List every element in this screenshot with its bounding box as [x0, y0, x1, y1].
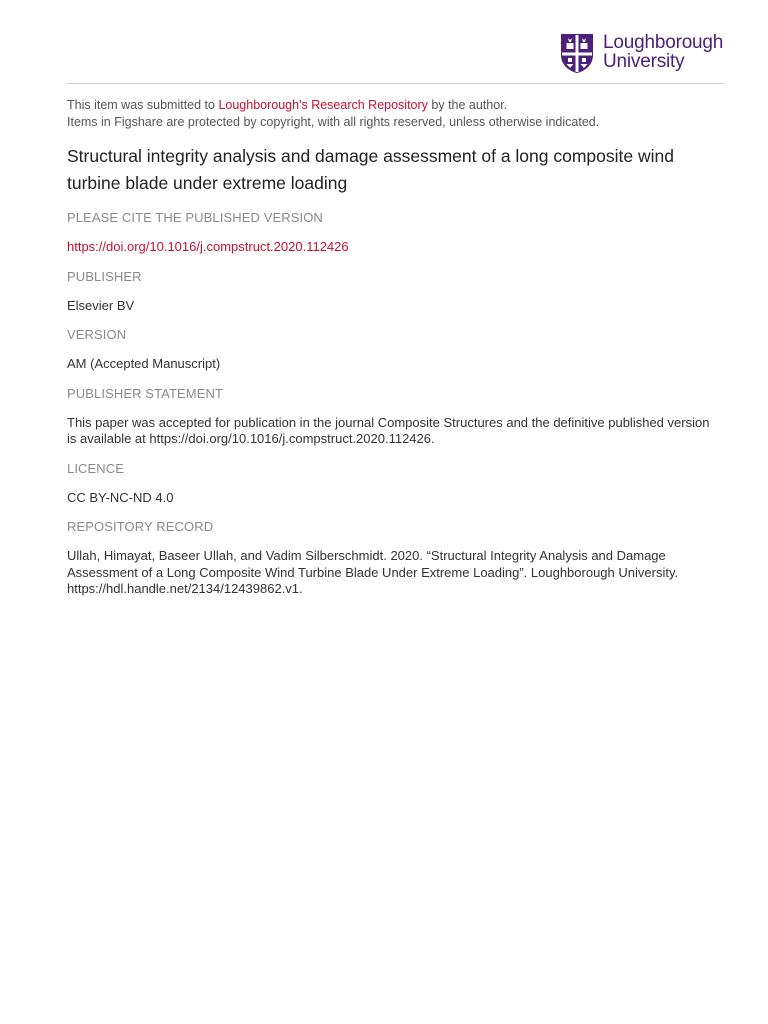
repository-record-page: [67, 97, 717, 598]
licence-value: CC BY-NC-ND 4.0: [67, 489, 174, 505]
publisher-value: Elsevier BV: [67, 297, 135, 313]
header-divider: [67, 83, 724, 84]
university-shield-icon: [560, 33, 594, 74]
version-label: VERSION: [67, 327, 127, 342]
university-logo: [560, 33, 723, 74]
licence-label: LICENCE: [67, 460, 125, 476]
logo-wordmark: [603, 33, 723, 71]
doi-link[interactable]: https://doi.org/10.1016/j.compstruct.2020.112426: [67, 239, 349, 254]
notice-suffix: by the author.: [427, 98, 508, 112]
notice-prefix: This item was submitted to: [67, 98, 219, 112]
publisher-statement-value: This paper was accepted for publication in the journal Composite Structures and the definitive published version is available at https://doi.org/10.1016/j.compstruct.2020.112426.: [67, 414, 710, 446]
notice-line-2: Items in Figshare are protected by copyright, with all rights reserved, unless otherwise indicated.: [67, 114, 600, 129]
version-value: AM (Accepted Manuscript): [67, 356, 221, 371]
repository-record-label: REPOSITORY RECORD: [67, 519, 214, 534]
repository-link[interactable]: Loughborough's Research Repository: [218, 98, 428, 112]
publisher-statement-label: PUBLISHER STATEMENT: [67, 385, 223, 401]
paper-title: Structural integrity analysis and damage assessment of a long composite wind turbine blade under extreme loading: [67, 146, 674, 193]
submission-notice: [67, 97, 717, 130]
logo-line-2: University: [603, 51, 685, 72]
publisher-label: PUBLISHER: [67, 268, 142, 284]
cite-label: PLEASE CITE THE PUBLISHED VERSION: [67, 210, 323, 225]
repository-record-value: Ullah, Himayat, Baseer Ullah, and Vadim Silberschmidt. 2020. “Structural Integrity Analysis and Damage Assessment of a Long Composite Wind Turbine Blade Under Extreme Loading”. Loughborough University. https://hdl.handle.net/2134/12439862.v1.: [67, 548, 679, 596]
notice-line-1: [67, 97, 717, 114]
logo-line-1: Loughborough: [603, 32, 724, 53]
cite-value-row: [67, 239, 717, 256]
